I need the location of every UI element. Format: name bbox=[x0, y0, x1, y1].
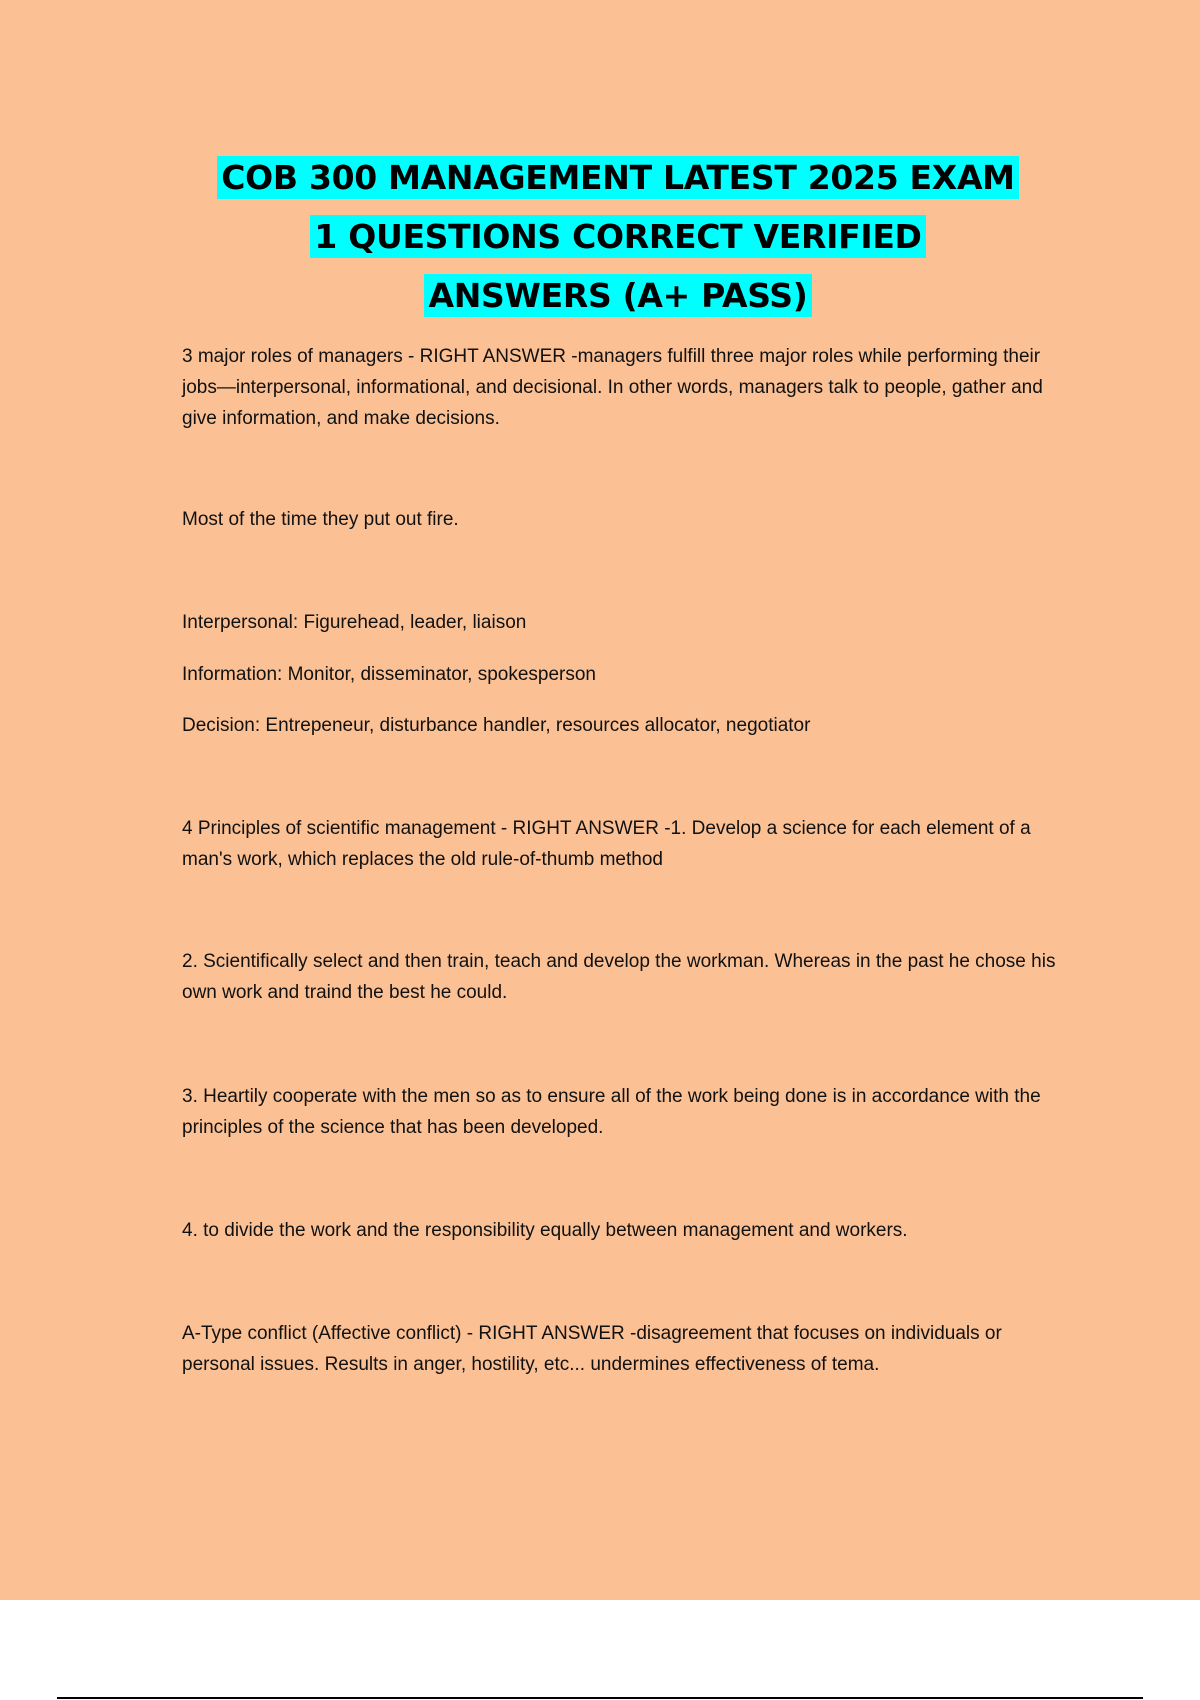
paragraph-scientific-management: 4 Principles of scientific management - RIGHT ANSWER -1. Develop a science for each element of a man's work, which replaces the old rule-of-thumb method bbox=[182, 818, 1031, 870]
paragraph-manager-roles: 3 major roles of managers - RIGHT ANSWER -managers fulfill three major roles while performing their jobs—interpersonal, informational, and decisional. In other words, managers talk to people, gather and give information, and make decisions. bbox=[182, 346, 1043, 429]
paragraph-information-roles: Information: Monitor, disseminator, spokesperson bbox=[182, 664, 596, 685]
paragraph-a-type-conflict: A-Type conflict (Affective conflict) - RIGHT ANSWER -disagreement that focuses on individuals or personal issues. Results in anger, hostility, etc... undermines effectiveness of tema. bbox=[182, 1323, 1002, 1375]
paragraph-decision-roles: Decision: Entrepeneur, disturbance handler, resources allocator, negotiator bbox=[182, 715, 811, 736]
paragraph-principle-4: 4. to divide the work and the responsibility equally between management and workers. bbox=[182, 1220, 908, 1241]
title-line-1: COB 300 MANAGEMENT LATEST 2025 EXAM bbox=[217, 156, 1018, 199]
title-line-3: ANSWERS (A+ PASS) bbox=[424, 274, 811, 317]
paragraph-interpersonal-roles: Interpersonal: Figurehead, leader, liaison bbox=[182, 612, 527, 633]
paragraph-principle-2: 2. Scientifically select and then train, teach and develop the workman. Whereas in the past he chose his own work and traind the best he could. bbox=[182, 951, 1056, 1003]
paragraph-principle-3: 3. Heartily cooperate with the men so as to ensure all of the work being done is in accordance with the principles of the science that has been developed. bbox=[182, 1086, 1041, 1138]
title-line-2: 1 QUESTIONS CORRECT VERIFIED bbox=[310, 215, 925, 258]
document-title bbox=[150, 148, 1086, 325]
paragraph-put-out-fire: Most of the time they put out fire. bbox=[182, 509, 459, 530]
footer-divider bbox=[57, 1697, 1143, 1699]
